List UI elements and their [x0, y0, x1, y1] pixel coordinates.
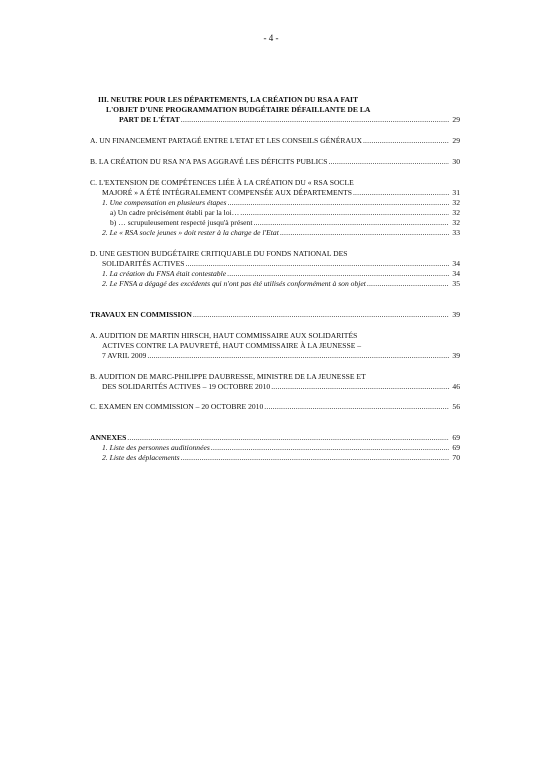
toc-entry-audition-daubresse[interactable]: [90, 372, 460, 392]
toc-entry-text: 2. Le « RSA socle jeunes » doit rester à la charge de l'Etat: [102, 228, 279, 237]
toc-entry-section-a[interactable]: [90, 136, 460, 146]
toc-page-number: 31: [452, 188, 460, 197]
toc-entry-annexe-1[interactable]: [102, 443, 460, 453]
toc-page-number: 56: [452, 402, 460, 411]
dot-leader: [264, 402, 449, 412]
toc-entry-text: D. UNE GESTION BUDGÉTAIRE CRITIQUABLE DU FONDS NATIONAL DES: [90, 249, 348, 258]
toc-page-number: 34: [452, 259, 460, 268]
toc-entry-c-2[interactable]: [102, 228, 460, 238]
toc-page-number: 29: [452, 115, 460, 124]
toc-entry-text: SOLIDARITÉS ACTIVES: [102, 259, 185, 268]
toc-entry-text: 2. Le FNSA a dégagé des excédents qui n'ont pas été utilisés conformément à son objet: [102, 279, 366, 288]
dot-leader: [227, 269, 449, 279]
toc-entry-text: L'OBJET D'UNE PROGRAMMATION BUDGÉTAIRE DÉFAILLANTE DE LA: [106, 105, 371, 114]
dot-leader: [363, 136, 449, 146]
dot-leader: [367, 279, 449, 289]
toc-page-number: 32: [452, 218, 460, 227]
dot-leader: [193, 310, 449, 320]
toc-entry-d-2[interactable]: [102, 279, 460, 289]
page-number: - 4 -: [263, 33, 279, 43]
toc-page-number: 29: [452, 136, 460, 145]
toc-entry-text: MAJORÉ » A ÉTÉ INTÉGRALEMENT COMPENSÉE AUX DÉPARTEMENTS: [102, 188, 352, 197]
toc-entry-text: b) … scrupuleusement respecté jusqu'à présent: [110, 218, 253, 227]
toc-entry-section-b[interactable]: [90, 157, 460, 167]
toc-entry-text: A. UN FINANCEMENT PARTAGÉ ENTRE L'ETAT ET LES CONSEILS GÉNÉRAUX: [90, 136, 362, 145]
dot-leader: [353, 188, 449, 198]
toc-page-number: 30: [452, 157, 460, 166]
dot-leader: [253, 218, 449, 228]
toc-entry-travaux-en-commission[interactable]: [90, 310, 460, 320]
toc-entry-section-c[interactable]: [90, 178, 460, 198]
toc-entry-text: DES SOLIDARITÉS ACTIVES – 19 OCTOBRE 2010: [102, 382, 271, 391]
toc-page-number: 69: [452, 433, 460, 442]
toc-page-number: 32: [452, 208, 460, 217]
toc-page-number: 46: [452, 382, 460, 391]
toc-entry-text: 2. Liste des déplacements: [102, 453, 180, 462]
toc-entry-text: C. EXAMEN EN COMMISSION – 20 OCTOBRE 2010: [90, 402, 264, 411]
toc-page-number: 69: [452, 443, 460, 452]
dot-leader: [271, 382, 449, 392]
toc-entry-text: III. NEUTRE POUR LES DÉPARTEMENTS, LA CRÉATION DU RSA A FAIT: [98, 95, 359, 104]
dot-leader: [240, 208, 449, 218]
toc-entry-text: ANNEXES: [90, 433, 127, 442]
toc-page-number: 35: [452, 279, 460, 288]
dot-leader: [328, 157, 449, 167]
toc-entry-text: 1. Une compensation en plusieurs étapes: [102, 198, 227, 207]
toc-entry-text: ACTIVES CONTRE LA PAUVRETÉ, HAUT COMMISSAIRE À LA JEUNESSE –: [102, 341, 362, 350]
toc-entry-examen-en-commission[interactable]: [90, 402, 460, 412]
dot-leader: [181, 115, 449, 125]
toc-entry-audition-hirsch[interactable]: [90, 331, 460, 361]
dot-leader: [127, 433, 449, 443]
toc-page-number: 39: [452, 351, 460, 360]
toc-entry-c-1[interactable]: [102, 198, 460, 208]
toc-entry-c-1-a[interactable]: [110, 208, 460, 218]
dot-leader: [211, 443, 449, 453]
toc-entry-d-1[interactable]: [102, 269, 460, 279]
toc-entry-text: TRAVAUX EN COMMISSION: [90, 310, 192, 319]
toc-entry-section-d[interactable]: [90, 249, 460, 269]
toc-entry-text: 7 AVRIL 2009: [102, 351, 147, 360]
toc-page-number: 32: [452, 198, 460, 207]
toc-entry-text: A. AUDITION DE MARTIN HIRSCH, HAUT COMMISSAIRE AUX SOLIDARITÉS: [90, 331, 358, 340]
toc-page-number: 70: [452, 453, 460, 462]
toc-page-number: 33: [452, 228, 460, 237]
toc-entry-part-iii[interactable]: [98, 95, 460, 125]
toc-entry-text: B. AUDITION DE MARC-PHILIPPE DAUBRESSE, MINISTRE DE LA JEUNESSE ET: [90, 372, 366, 381]
toc-entry-text: 1. Liste des personnes auditionnées: [102, 443, 210, 452]
toc-entry-text: B. LA CRÉATION DU RSA N'A PAS AGGRAVÉ LES DÉFICITS PUBLICS: [90, 157, 328, 166]
toc-entry-c-1-b[interactable]: [110, 218, 460, 228]
toc-entry-annexes[interactable]: [90, 433, 460, 443]
toc-entry-text: a) Un cadre précisément établi par la loi…: [110, 208, 240, 217]
toc-page-number: 39: [452, 310, 460, 319]
toc-entry-text: PART DE L'ÉTAT: [119, 115, 180, 124]
toc-page-number: 34: [452, 269, 460, 278]
dot-leader: [280, 228, 449, 238]
dot-leader: [227, 198, 449, 208]
dot-leader: [185, 259, 449, 269]
toc-entry-text: C. L'EXTENSION DE COMPÉTENCES LIÉE À LA CRÉATION DU « RSA SOCLE: [90, 178, 354, 187]
dot-leader: [181, 453, 449, 463]
toc-entry-annexe-2[interactable]: [102, 453, 460, 463]
toc-entry-text: 1. La création du FNSA était contestable: [102, 269, 227, 278]
dot-leader: [147, 351, 449, 361]
